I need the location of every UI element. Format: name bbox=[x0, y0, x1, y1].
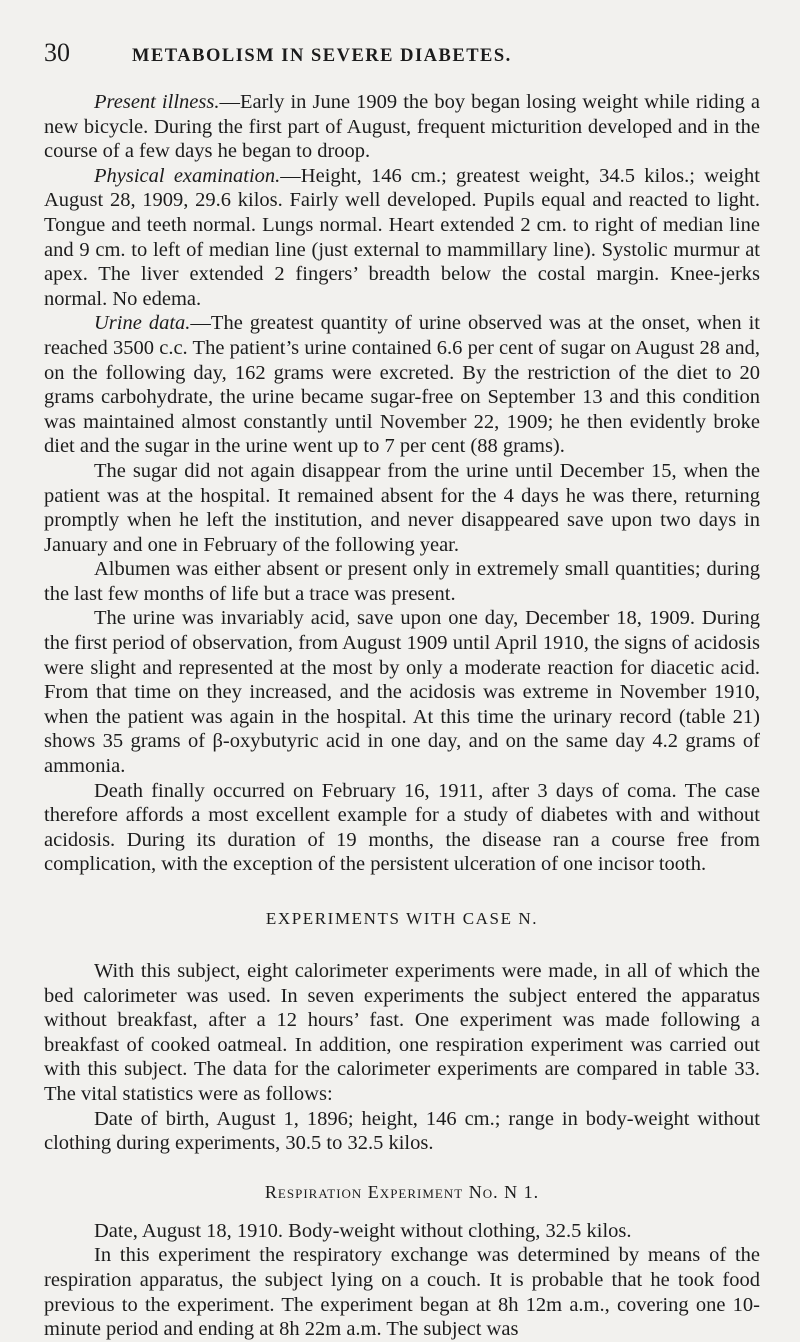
paragraph-text: —Height, 146 cm.; greatest weight, 34.5 kilos.; weight August 28, 1909, 29.6 kilos. Fairly well developed. Pupils equal and reacted to light. Tongue and teeth normal. Lungs normal. Heart extended 2 cm. to right of median line and 9 cm. to left of median line (just external to mammillary line). Systolic murmur at apex. The liver extended 2 fingers’ breadth below the costal margin. Knee-jerks normal. No edema. bbox=[44, 164, 760, 310]
subsection-heading: Respiration Experiment No. N 1. bbox=[264, 1181, 540, 1202]
paragraph-experiments-intro: With this subject, eight calorimeter experiments were made, in all of which the bed calorimeter was used. In seven experiments the subject entered the apparatus without breakfast, after a 12 hours’ fast. One experiment was made following a breakfast of cooked oatmeal. In addition, one respiration experiment was carried out with this subject. The data for the calorimeter experiments are compared in table 33. The vital statistics were as follows: bbox=[44, 960, 760, 1105]
paragraph-urine-data bbox=[44, 311, 760, 459]
paragraph-present-illness bbox=[44, 90, 760, 164]
paragraph-experiment-description: In this experiment the respiratory exchange was determined by means of the respiration apparatus, the subject lying on a couch. It is probable that he took food previous to the experiment. The experiment began at 8h 12m a.m., covering one 10-minute period and ending at 8h 22m a.m. The subject was bbox=[44, 1244, 760, 1341]
running-header bbox=[44, 38, 760, 68]
paragraph-vital-statistics: Date of birth, August 1, 1896; height, 146 cm.; range in body-weight without clothing during experiments, 30.5 to 32.5 kilos. bbox=[44, 1107, 760, 1155]
section-heading: EXPERIMENTS WITH CASE N. bbox=[265, 909, 539, 928]
paragraph-albumen: Albumen was either absent or present only in extremely small quantities; during the last few months of life but a trace was present. bbox=[44, 558, 760, 605]
paragraph-sugar: The sugar did not again disappear from the urine until December 15, when the patient was at the hospital. It remained absent for the 4 days he was there, returning promptly when he left the institution, and never disappeared save upon two days in January and one in February of the following year. bbox=[44, 459, 760, 556]
page-number: 30 bbox=[44, 38, 70, 67]
paragraph-label: Present illness. bbox=[94, 91, 220, 113]
paragraph-text: —Early in June 1909 the boy began losing weight while riding a new bicycle. During the first part of August, frequent micturition developed and in the course of a few days he began to droop. bbox=[44, 91, 760, 163]
paragraph-text: —The greatest quantity of urine observed was at the onset, when it reached 3500 c.c. The patient’s urine contained 6.6 per cent of sugar on August 28 and, on the following day, 162 grams were excreted. By the restriction of the diet to 20 grams carbohydrate, the urine became sugar-free on September 13 and this condition was maintained almost constantly until November 22, 1909; he then evidently broke diet and the sugar in the urine went up to 7 per cent (88 grams). bbox=[44, 312, 760, 458]
paragraph-label: Urine data. bbox=[94, 312, 191, 335]
paragraph-label: Physical examination. bbox=[94, 164, 281, 187]
running-title: METABOLISM IN SEVERE DIABETES. bbox=[132, 46, 512, 66]
paragraph-physical-examination bbox=[44, 164, 760, 312]
paragraph-experiment-date: Date, August 18, 1910. Body-weight without clothing, 32.5 kilos. bbox=[94, 1219, 632, 1242]
paragraph-death: Death finally occurred on February 16, 1911, after 3 days of coma. The case therefore affords a most excellent example for a study of diabetes with and without acidosis. During its duration of 19 months, the disease ran a course free from complication, with the exception of the persistent ulceration of one incisor tooth. bbox=[44, 779, 760, 876]
paragraph-acidosis: The urine was invariably acid, save upon one day, December 18, 1909. During the first period of observation, from August 1909 until April 1910, the signs of acidosis were slight and represented at the most by only a moderate reaction for diacetic acid. From that time on they increased, and the acidosis was extreme in November 1910, when the patient was again in the hospital. At this time the urinary record (table 21) shows 35 grams of β-oxybutyric acid in one day, and on the same day 4.2 grams of ammonia. bbox=[44, 607, 760, 778]
